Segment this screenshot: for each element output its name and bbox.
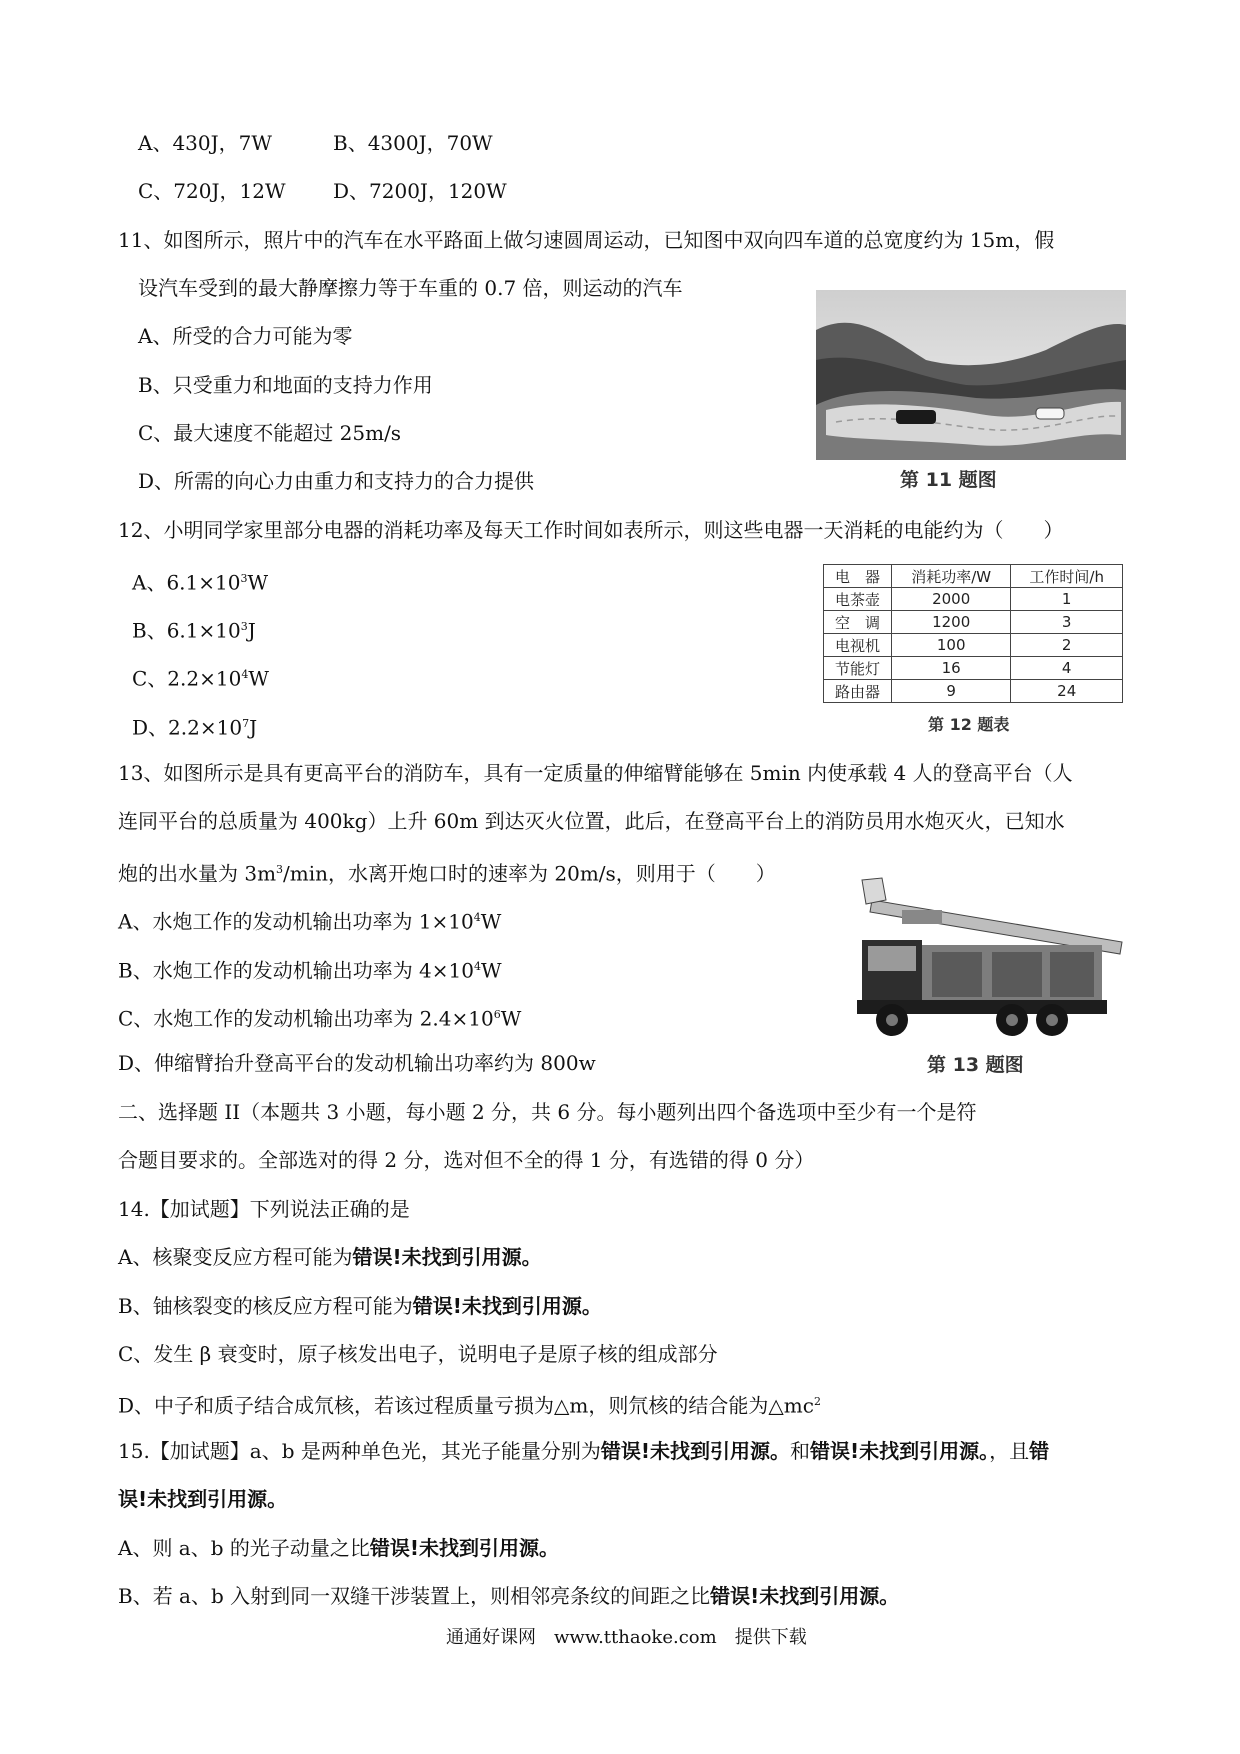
q14-option-a: A、核聚变反应方程可能为错误!未找到引用源。 — [118, 1245, 542, 1269]
table-cell: 电视机 — [824, 634, 892, 657]
q13-option-c: C、水炮工作的发动机输出功率为 $2.4\times 10^6W$ — [118, 1006, 522, 1031]
section2-line1: 二、选择题 II（本题共 3 小题，每小题 2 分，共 6 分。每小题列出四个备选项中至少有一个是符 — [118, 1100, 977, 1124]
q15-stem-line1: 15.【加试题】a、b 是两种单色光，其光子能量分别为错误!未找到引用源。和错误!未找到引用源。，且错 — [118, 1439, 1050, 1463]
table-cell: 3 — [1011, 611, 1123, 634]
q11-option-c: C、最大速度不能超过 25m/s — [138, 421, 402, 445]
table-header: 电 器 — [824, 565, 892, 588]
appliance-table — [823, 564, 1123, 703]
q11-stem-line1: 11、如图所示，照片中的汽车在水平路面上做匀速圆周运动，已知图中双向四车道的总宽度约为 15m，假 — [118, 228, 1055, 252]
q11-option-b: B、只受重力和地面的支持力作用 — [138, 373, 433, 397]
q11-option-d: D、所需的向心力由重力和支持力的合力提供 — [138, 469, 535, 493]
q12-stem: 12、小明同学家里部分电器的消耗功率及每天工作时间如表所示，则这些电器一天消耗的电能约为（ ） — [118, 518, 1064, 542]
q11-option-a: A、所受的合力可能为零 — [138, 324, 353, 348]
q14-option-c: C、发生 β 衰变时，原子核发出电子，说明电子是原子核的组成部分 — [118, 1342, 718, 1366]
q10-option-d: D、7200J，120W — [333, 179, 507, 203]
table-cell: 节能灯 — [824, 657, 892, 680]
table-cell: 空 调 — [824, 611, 892, 634]
q12-option-d: D、$2.2\times 10^7J$ — [132, 715, 258, 740]
table-cell: 1200 — [891, 611, 1010, 634]
table-row — [824, 680, 1123, 703]
q12-option-a: A、$6.1\times 10^3W$ — [132, 570, 269, 595]
q15-option-a: A、则 a、b 的光子动量之比错误!未找到引用源。 — [118, 1536, 560, 1560]
table-cell: 2000 — [891, 588, 1010, 611]
table-cell: 1 — [1011, 588, 1123, 611]
table-cell: 100 — [891, 634, 1010, 657]
q14-option-b: B、铀核裂变的核反应方程可能为错误!未找到引用源。 — [118, 1294, 602, 1318]
q11-figure-caption: 第 11 题图 — [900, 469, 997, 491]
error-reference: 错误!未找到引用源。 — [810, 1439, 990, 1463]
table-cell: 路由器 — [824, 680, 892, 703]
table-row — [824, 634, 1123, 657]
table-cell: 2 — [1011, 634, 1123, 657]
page-footer: 通通好课网 www.tthaoke.com 提供下载 — [446, 1627, 807, 1648]
error-reference: 错误!未找到引用源。 — [369, 1536, 560, 1560]
q15-stem-line2: 误!未找到引用源。 — [118, 1487, 288, 1511]
table-cell: 4 — [1011, 657, 1123, 680]
table-cell: 9 — [891, 680, 1010, 703]
q13-figure-caption: 第 13 题图 — [927, 1054, 1024, 1076]
q13-option-a: A、水炮工作的发动机输出功率为 $1\times 10^4W$ — [118, 909, 502, 934]
table-header-row — [824, 565, 1123, 588]
q14-option-d: D、中子和质子结合成氘核，若该过程质量亏损为△m，则氘核的结合能为$\triangle mc^2$ — [118, 1393, 821, 1418]
q13-option-b: B、水炮工作的发动机输出功率为 $4\times 10^4W$ — [118, 958, 502, 983]
q12-option-c: C、$2.2\times 10^4W$ — [132, 666, 269, 691]
table-row — [824, 588, 1123, 611]
table-cell: 电茶壶 — [824, 588, 892, 611]
table-cell: 16 — [891, 657, 1010, 680]
q14-stem: 14.【加试题】下列说法正确的是 — [118, 1197, 410, 1221]
q15-option-b: B、若 a、b 入射到同一双缝干涉装置上，则相邻亮条纹的间距之比错误!未找到引用源。 — [118, 1584, 900, 1608]
table-cell: 24 — [1011, 680, 1123, 703]
q10-option-b: B、4300J，70W — [333, 131, 493, 155]
error-reference: 错误!未找到引用源。 — [600, 1439, 791, 1463]
error-reference: 错误!未找到引用源。 — [710, 1584, 900, 1608]
q13-stem-line1: 13、如图所示是具有更高平台的消防车，具有一定质量的伸缩臂能够在 5min 内使承载 4 人的登高平台（人 — [118, 761, 1073, 785]
q11-stem-line2: 设汽车受到的最大静摩擦力等于车重的 0.7 倍，则运动的汽车 — [138, 276, 683, 300]
q11-road-photo — [816, 290, 1126, 460]
table-header: 消耗功率/W — [891, 565, 1010, 588]
error-reference: 错误!未找到引用源。 — [412, 1294, 602, 1318]
table-row — [824, 611, 1123, 634]
q10-option-a: A、430J，7W — [138, 131, 272, 155]
table-header: 工作时间/h — [1011, 565, 1123, 588]
q10-option-c: C、720J，12W — [138, 179, 286, 203]
q13-fire-truck-photo — [842, 870, 1127, 1045]
error-reference-head: 错 — [1029, 1439, 1050, 1463]
q12-table-caption: 第 12 题表 — [928, 715, 1010, 734]
q13-option-d: D、伸缩臂抬升登高平台的发动机输出功率约为 800w — [118, 1051, 596, 1075]
q13-stem-line3: 炮的出水量为 $3m^3/\min$，水离开炮口时的速率为 20m/s，则用于（ ） — [118, 861, 776, 886]
q13-stem-line2: 连同平台的总质量为 400kg）上升 60m 到达灭火位置，此后，在登高平台上的消防员用水炮灭火，已知水 — [118, 809, 1065, 833]
error-reference: 错误!未找到引用源。 — [352, 1245, 542, 1269]
section2-line2: 合题目要求的。全部选对的得 2 分，选对但不全的得 1 分，有选错的得 0 分） — [118, 1148, 815, 1172]
table-row — [824, 657, 1123, 680]
q12-option-b: B、$6.1\times 10^3J$ — [132, 618, 256, 643]
